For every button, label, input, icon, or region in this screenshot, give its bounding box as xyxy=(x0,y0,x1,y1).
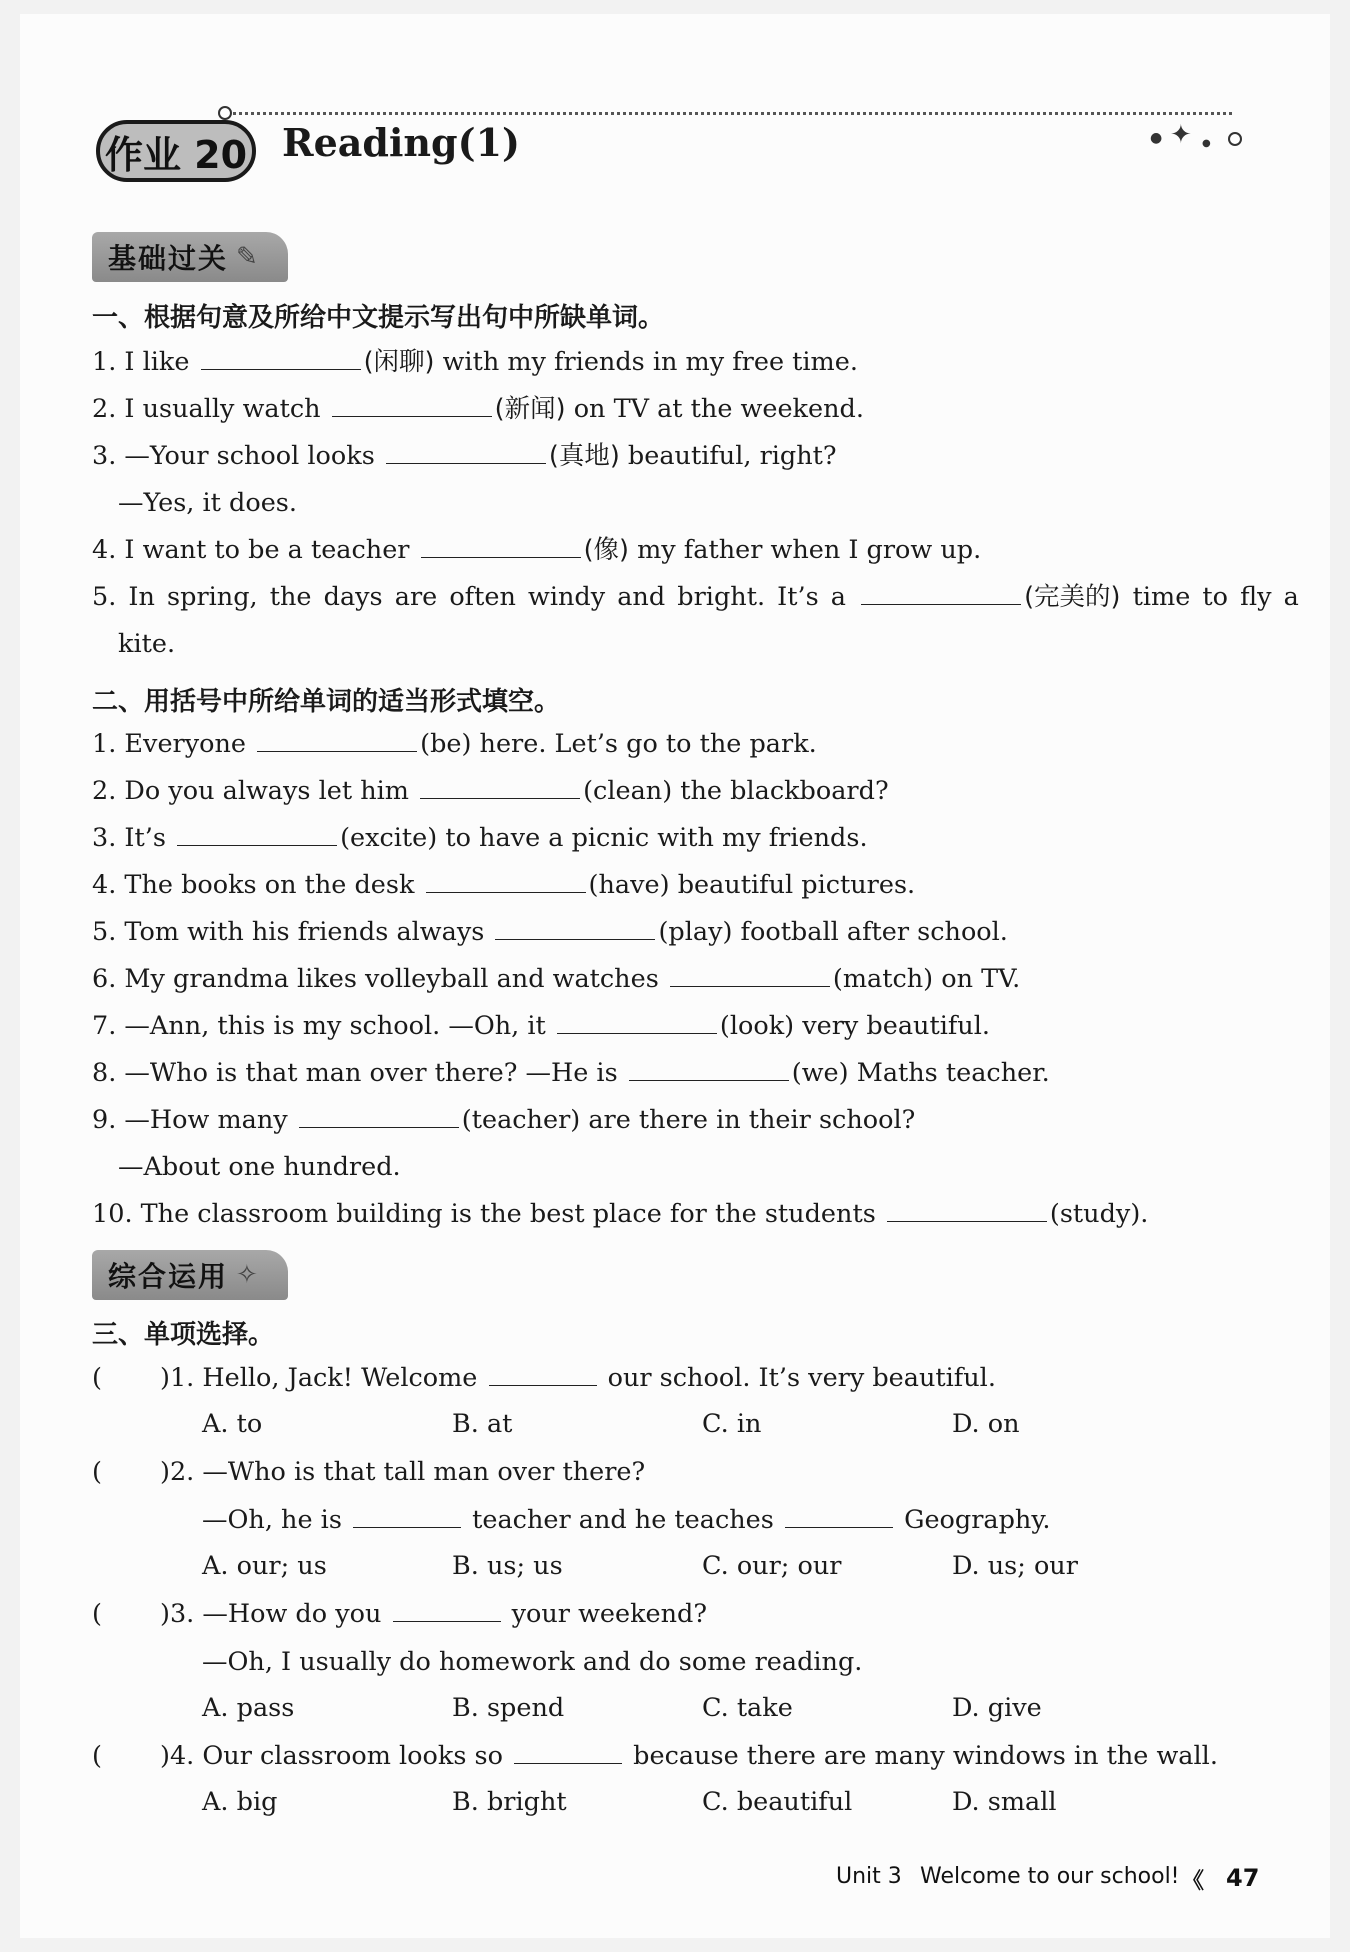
header-dot-icon: ● xyxy=(1202,138,1211,149)
part1-item: 5. In spring, the days are often windy and bright. It’s a (完美的) time to fly a xyxy=(92,582,1299,612)
mc-option[interactable]: C. our; our xyxy=(702,1551,842,1581)
answer-blank[interactable] xyxy=(177,823,337,846)
part1-heading: 一、根据句意及所给中文提示写出句中所缺单词。 xyxy=(92,303,665,333)
answer-blank[interactable] xyxy=(557,1011,717,1034)
part2-heading: 二、用括号中所给单词的适当形式填空。 xyxy=(92,687,561,717)
section-banner-basic xyxy=(92,232,288,282)
mc-option[interactable]: D. on xyxy=(952,1409,1020,1439)
mc-option[interactable]: D. give xyxy=(952,1693,1042,1723)
answer-paren[interactable]: ( xyxy=(92,1363,102,1393)
mc-question: )1. Hello, Jack! Welcome our school. It’s very beautiful. xyxy=(160,1363,996,1393)
mc-question: )2. —Who is that tall man over there? xyxy=(160,1457,646,1487)
answer-blank[interactable] xyxy=(514,1741,622,1764)
part2-item-continuation: —About one hundred. xyxy=(118,1152,401,1182)
part2-item: 8. —Who is that man over there? —He is (we) Maths teacher. xyxy=(92,1058,1050,1088)
part2-item: 7. —Ann, this is my school. —Oh, it (look) very beautiful. xyxy=(92,1011,990,1041)
mc-option[interactable]: B. bright xyxy=(452,1787,567,1817)
mc-question-line2: —Oh, he is teacher and he teaches Geography. xyxy=(202,1505,1051,1535)
part1-item: 3. —Your school looks (真地) beautiful, right? xyxy=(92,441,837,471)
part1-item: 1. I like (闲聊) with my friends in my free time. xyxy=(92,347,858,377)
answer-blank[interactable] xyxy=(495,917,655,940)
part2-item: 10. The classroom building is the best place for the students (study). xyxy=(92,1199,1149,1229)
part2-item: 4. The books on the desk (have) beautiful pictures. xyxy=(92,870,916,900)
part1-item-continuation: —Yes, it does. xyxy=(118,488,297,518)
mc-option[interactable]: B. spend xyxy=(452,1693,565,1723)
part2-item: 6. My grandma likes volleyball and watches (match) on TV. xyxy=(92,964,1021,994)
footer-unit: Unit 3 xyxy=(836,1864,902,1889)
answer-paren[interactable]: ( xyxy=(92,1741,102,1771)
header-circle-right xyxy=(1228,132,1242,146)
mc-option[interactable]: C. in xyxy=(702,1409,762,1439)
answer-blank[interactable] xyxy=(201,347,361,370)
answer-blank[interactable] xyxy=(393,1599,501,1622)
answer-blank[interactable] xyxy=(386,441,546,464)
answer-blank[interactable] xyxy=(332,394,492,417)
mc-question: )4. Our classroom looks so because there are many windows in the wall. xyxy=(160,1741,1218,1771)
mc-option[interactable]: A. big xyxy=(202,1787,278,1817)
mc-option[interactable]: D. small xyxy=(952,1787,1057,1817)
part1-item: 4. I want to be a teacher (像) my father when I grow up. xyxy=(92,535,982,565)
answer-blank[interactable] xyxy=(353,1505,461,1528)
mc-option[interactable]: B. us; us xyxy=(452,1551,563,1581)
section-banner-comprehensive xyxy=(92,1250,288,1300)
answer-paren[interactable]: ( xyxy=(92,1457,102,1487)
part2-item: 2. Do you always let him (clean) the blackboard? xyxy=(92,776,889,806)
part2-item: 9. —How many (teacher) are there in their school? xyxy=(92,1105,916,1135)
part3-heading: 三、单项选择。 xyxy=(92,1320,275,1350)
sparkle-icon: ✧ xyxy=(236,1260,258,1290)
section-banner-label: 基础过关 xyxy=(108,242,229,275)
answer-paren[interactable]: ( xyxy=(92,1599,102,1629)
homework-badge: 作业 20 xyxy=(96,120,256,182)
header-star-icon: ✦ xyxy=(1170,120,1192,150)
header-dotted-line xyxy=(222,112,1232,115)
page-title: Reading(1) xyxy=(282,120,520,165)
answer-blank[interactable] xyxy=(887,1199,1047,1222)
page-number: 47 xyxy=(1226,1864,1260,1892)
mc-question: )3. —How do you your weekend? xyxy=(160,1599,708,1629)
answer-blank[interactable] xyxy=(489,1363,597,1386)
pencil-icon: ✎ xyxy=(236,242,258,272)
part2-item: 1. Everyone (be) here. Let’s go to the park. xyxy=(92,729,817,759)
mc-option[interactable]: D. us; our xyxy=(952,1551,1078,1581)
mc-option[interactable]: A. pass xyxy=(202,1693,295,1723)
header-dot-icon: ● xyxy=(1150,130,1163,146)
answer-blank[interactable] xyxy=(861,582,1021,605)
double-chevron-left-icon: 《 xyxy=(1182,1869,1205,1894)
answer-blank[interactable] xyxy=(426,870,586,893)
part2-item: 3. It’s (excite) to have a picnic with my friends. xyxy=(92,823,868,853)
part1-item: 2. I usually watch (新闻) on TV at the weekend. xyxy=(92,394,864,424)
mc-option[interactable]: C. beautiful xyxy=(702,1787,853,1817)
part2-item: 5. Tom with his friends always (play) football after school. xyxy=(92,917,1008,947)
footer-unit-title: Welcome to our school! xyxy=(920,1864,1180,1889)
answer-blank[interactable] xyxy=(670,964,830,987)
answer-blank[interactable] xyxy=(299,1105,459,1128)
mc-option[interactable]: C. take xyxy=(702,1693,793,1723)
mc-question-line2: —Oh, I usually do homework and do some reading. xyxy=(202,1647,863,1677)
section-banner-label: 综合运用 xyxy=(108,1260,229,1293)
header-circle-left xyxy=(218,106,232,120)
mc-option[interactable]: A. our; us xyxy=(202,1551,327,1581)
mc-option[interactable]: B. at xyxy=(452,1409,513,1439)
mc-option[interactable]: A. to xyxy=(202,1409,263,1439)
part1-item-continuation: kite. xyxy=(118,629,176,659)
answer-blank[interactable] xyxy=(257,729,417,752)
answer-blank[interactable] xyxy=(421,535,581,558)
answer-blank[interactable] xyxy=(629,1058,789,1081)
answer-blank[interactable] xyxy=(785,1505,893,1528)
answer-blank[interactable] xyxy=(420,776,580,799)
